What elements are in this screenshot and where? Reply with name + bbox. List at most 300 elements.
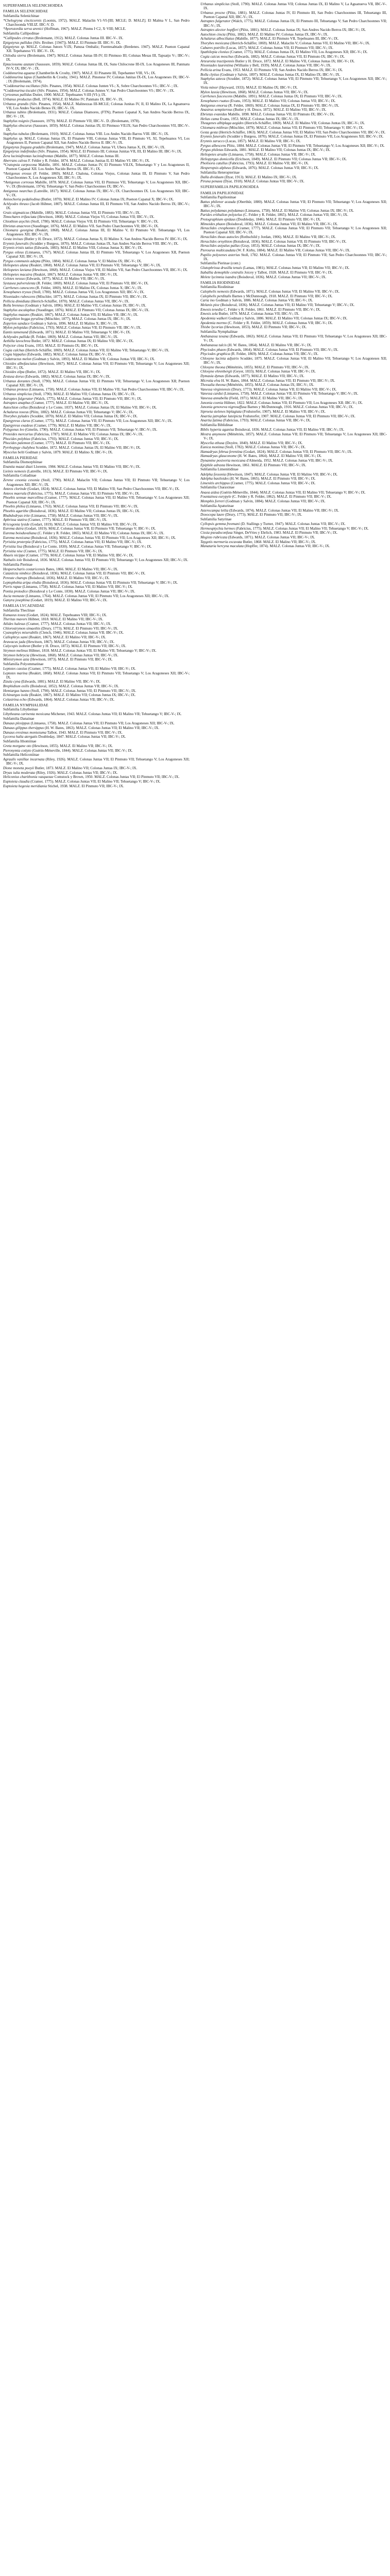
species-entry [200, 454, 387, 458]
species-record: (Godart, 1819). MALZ. El Malino VII; IBC-V-; IX. [29, 598, 108, 603]
species-name: Apodemia walkeri [200, 316, 228, 321]
species-name: Gesta gesta [200, 130, 218, 134]
species-entry [3, 540, 190, 544]
species-record: (Brolemann, 1947). MALZ. Colonas Juntas VI, Ubera Juntas X, IX, IBC-V-; IX. [45, 145, 165, 149]
species-name: Phocides palemon [3, 441, 30, 446]
species-entry [3, 268, 190, 272]
species-record: (Herrich-Schäffer, 1869). MALZ. Malaclin V; Colonas Juntas VII, El Malino VII; IBC-V-; IX. [229, 41, 370, 46]
subfamily-heading: Subfamilia Nymphalinae [200, 330, 238, 334]
species-entry [3, 295, 190, 299]
two-column-layout [3, 2, 387, 2576]
species-entry [3, 731, 190, 735]
species-record: H. W. Bates, 1864. MALZ. Colonas Juntas VII; El Pinmuto VII; IBC-V-; IX. [220, 378, 335, 383]
species-name: Astraptes fulgerator [200, 19, 231, 24]
species-name: Aphrissa statira [3, 518, 27, 522]
species-entry [200, 499, 387, 503]
species-record: (Edwards, 1876). MALZ. Colonas Juntas VII; IBC-V-; IX. [231, 165, 319, 170]
species-name: Pellicia dimidiata [3, 299, 30, 303]
species-entry [200, 244, 387, 248]
species-record: (Linnaeus, 1767). MALZ. Colonas Juntas III, El Pinmuto VII, Tehuetango V, Los Aragoneses XII, Puenon Capanal XII; IBC-V-; IX. [6, 250, 190, 259]
species-entry [3, 549, 190, 553]
species-name: Polyctor cleta [3, 344, 24, 348]
species-record: (Guérin-Méneville, 1844). MALZ. Colonas Juntas VII; IBC-V-; IX. [31, 748, 133, 753]
species-record: F. Felder y R. Felder, 1874. MALZ. Colonas Junitas II, El Malino VI. IBC-V-; IX. [27, 158, 150, 163]
species-name: Spathilepia clonius [200, 50, 229, 55]
species-record: (Herrich-Schäffer, 1869). MALZ. El Malino VII; Colonas Juntas IX; IBC-V-; IX. [243, 121, 365, 126]
species-record: Talbot, 1943. MALZ. El Pinmuto VII; IBC-V-; IX. [46, 730, 123, 735]
species-entry [200, 472, 387, 477]
species-entry [3, 469, 190, 473]
species-entry [200, 130, 387, 134]
species-record: (Drury, 1773). MALZ. El Pinmuto VII; IBC-V-; IX. [40, 626, 118, 631]
species-name: Greta morgane oto [3, 743, 31, 748]
species-entry [200, 68, 387, 72]
species-record: Comstock y Brown, 1950. MALZ. Colonas Juntas VII; El Pinmuto VII; IBC-V-; IX. [53, 775, 180, 779]
species-record: (Field, 1971). MALZ. El Malino VII; IBC-V-; IX. [228, 396, 303, 401]
species-name: Phocides polybius [3, 436, 30, 441]
species-record: (Linnaeus, 1764). MALZ. Colonas Juntas VII; El Pinmuto VII; Los Aragoneses XII; IBC-V-; IX. [24, 594, 169, 598]
species-entry [3, 419, 190, 423]
species-entry [3, 518, 190, 522]
species-entry [3, 348, 190, 352]
species-record: (Edwards, 1882). MALZ. Colonas Juntas IX; IBC-V-; IX. [24, 375, 111, 379]
species-entry [200, 179, 387, 183]
section-heading: FAMILIA RIODINIDAE [200, 280, 240, 285]
species-entry [200, 248, 387, 252]
species-record: (Dyar, 1918). MALZ. Colonas Juntas VII; IBC-V-; IX. [222, 179, 304, 184]
species-name: Heliopetes laviana [3, 267, 31, 272]
species-name: Epargyreus clarus [3, 419, 30, 423]
species-name: Autochton cincta [200, 32, 226, 37]
species-record: (Reakirt, 1867). MALZ. El Malino VII; Colonas Juntas IX; IBC-V-; IX. [28, 693, 136, 698]
species-entry [200, 459, 387, 463]
species-name: Bolla brennus [3, 303, 24, 308]
species-entry [3, 558, 190, 562]
species-name: Thorybes mexicana [200, 41, 230, 46]
species-name: Pteronymia cottyto [3, 748, 31, 753]
species-name: Urbanus simplicius [200, 2, 230, 6]
species-entry [3, 237, 190, 241]
species-entry [3, 726, 190, 730]
species-entry [3, 219, 190, 224]
species-name: Viola minor [200, 86, 218, 90]
species-entry [3, 317, 190, 321]
species-record: (D. Stallings y Turner, 1947). MALZ. Colonas Juntas VII; IBC-V-; IX. [240, 521, 346, 526]
species-name: Chiomara mithrax [200, 126, 228, 130]
species-entry [200, 531, 387, 535]
species-name: Dione moneta poeyii [3, 766, 34, 770]
species-record: (Plötz, 1884). MALZ. Colonas Juntas V; El Malino IX; IBC-V-; IX. [40, 259, 142, 263]
species-name: Leptotes cassius [3, 667, 27, 671]
species-entry [200, 450, 387, 454]
species-name: Staphylus nsignis [3, 118, 29, 123]
species-name: Eurema mexicana [3, 535, 30, 540]
species-entry [3, 527, 190, 531]
species-entry [3, 352, 190, 357]
species-name: Abaeis nicippe [3, 553, 25, 558]
species-record: (Linnaeus, 1758). MALZ. Colonas Juntas VII; IBC-V-; IX. [30, 513, 118, 518]
species-record: (Linnaeus, 1758). MALZ. Colonas Juntas VII; El Malino VII; San Pedro Charchoonnes VII; IBC-V-; IX. [28, 387, 185, 392]
species-entry [200, 19, 387, 27]
species-entry [3, 757, 190, 766]
species-entry [3, 423, 190, 428]
species-name: Erynnis funeralis [3, 241, 29, 246]
species-name: Achlyodes thraso [3, 201, 29, 206]
subfamily-heading: Subfamilia Apaturinae [200, 503, 234, 508]
subfamily-heading: Subfamilia Pierinae [3, 562, 32, 567]
species-entry [3, 771, 190, 775]
species-entry [3, 224, 190, 228]
species-name: Pyrisitia nise [3, 549, 23, 553]
species-record: (Silv. Brolner. [1947]). MALZ. El Pinmute III. IBC-V-. IX. [32, 40, 121, 45]
species-name: Epargyreus exadeus [3, 423, 33, 428]
species-name: Adelpha fessonia [200, 472, 226, 477]
species-name: Urbanus simplicius [3, 392, 32, 397]
species-record: (Cramer, 1775). MALZ. Colonas Juntas VII; El Pinmuto VII; Los Aragoneses XII; IBC-V-; IX. [30, 419, 173, 423]
species-record: (Staudinger, 1876). MALZ. El Malino VII. San Pedro Charchoonnes VII; IBC-V-; IX. [30, 224, 159, 228]
species-record: (Chamberlin & Crosby, 1941). MALZ. Pinonese IV; Colonas Junitas IX-IX, Los Aragoneses IX; IBC-V- ; IX (Brolemann, 1974). [6, 75, 190, 84]
species-record: (Hewitson, 1868). MALZ. Colonas Juntas VII; IBC-V-; IX. [29, 653, 118, 657]
species-name: Eurema boisduvaliana [3, 531, 37, 536]
species-record: (Edwards, 1871). MALZ. Colonas Juntas VII; IBC-V-; IX. [227, 535, 315, 539]
species-name: Rhabdodryas trite [3, 513, 30, 518]
species-name: Itaballia demophile centralis [200, 270, 244, 275]
species-entry [200, 32, 387, 37]
species-record: Joicey y Talbot, 1928. MALZ. El Pinmuto VII; IBC-V-; IX. [243, 270, 333, 275]
species-name: Calephelis nemesis [200, 290, 229, 294]
species-name: Carrhenes canescens [3, 285, 35, 290]
species-name: *Coddonurina tiscalei [3, 88, 37, 93]
species-record: (Plötz, 1882). MALZ. El Malino IV; Colonas Juntas IX, IBC-V-; IX. [225, 32, 329, 37]
species-record: (Stoll, 1790). MALZ. Colonas Juntas VII; El Pinmuto VII; Tehuetango V; Los Aragoneses XII; Puenon Capanal XII; IBC-V-; IX. [6, 379, 190, 387]
species-name: Thisbe lycorias [200, 325, 224, 330]
species-entry [3, 514, 190, 518]
species-name: Mylon lassia [200, 90, 219, 94]
species-name: Microtia elva [200, 378, 221, 383]
species-name: Zera luciniafrontas luciniafrontas [3, 154, 54, 159]
species-entry [3, 626, 190, 631]
species-entry [3, 779, 190, 784]
species-name: Erynnis tristis tatius [3, 246, 33, 250]
species-entry [200, 463, 387, 467]
species-name: Chiothion asychis [3, 219, 30, 224]
subfamily-heading: Subfamilia Polyommatinae [3, 662, 44, 666]
species-entry [3, 321, 190, 326]
species-entry [3, 487, 190, 491]
species-name: Hermeuptychia hermes [200, 526, 235, 531]
species-record: (Boisduval, 1852). MALZ. Colonas Juntas VII; IBC-V-; IX. [29, 684, 120, 689]
species-entry [200, 200, 387, 208]
species-name: Chlorostrymon simaethis [3, 626, 41, 631]
species-entry [3, 277, 190, 281]
species-name: Anthanassa texana [200, 334, 229, 339]
subfamily-heading: Subfamilia Heliconiinae [3, 753, 40, 757]
species-entry [3, 362, 190, 370]
species-record: (Fabricius, 1793). MALZ. Colonas Juntas VII; El Pinmuto VII; IBC-V-; IX. [28, 326, 142, 330]
species-name: Zopyrion sandace [3, 321, 30, 326]
species-record: Bates, 1866. MALZ. El Malino VII; IBC-V-; IX. [45, 567, 118, 571]
species-record: (Möschler, 1879). MALZ. Colonas Juntas VII; El Pinmuto VII; Tehuetango V; IBC-V-; IX. [228, 126, 364, 130]
species-name: Phoebis agarithe [3, 509, 29, 513]
species-name: Ascia monuste [3, 594, 25, 598]
species-entry [3, 428, 190, 432]
species-entry [3, 149, 190, 154]
species-record: (Cramer, 1779). MALZ. El Malino VII; IBC-V-; IX. [32, 423, 112, 428]
species-record: (Scudder y Burgess, 1870). MALZ. Colonas Juntas IX, San Andres Nacido Berros VIII. IBC-V-; IX. [28, 241, 179, 246]
species-name: Hesperopsis alpheus [200, 165, 231, 170]
species-entry [200, 495, 387, 499]
species-name: Epigotyras sp. [3, 45, 25, 49]
section-heading: FAMILIA NYMPHALIDAE [3, 703, 48, 708]
species-entry [200, 392, 387, 396]
species-entry [200, 509, 387, 513]
species-name: Dynamine postverta mexicana [200, 459, 246, 463]
species-name: Leptophobia aripa elodia [3, 580, 41, 585]
species-name: Pyrgus albescens [200, 143, 226, 148]
species-record: (Edwards, 1863). MALZ. Colonas Juntas VII; El Pinmuto VII; Tehuetango V; Los Aragoneses XII; IBC-V-; IX. [204, 334, 387, 343]
species-name: Ganyra josephina [3, 598, 30, 603]
species-entry [3, 617, 190, 621]
species-name: Calephelis perditalis [200, 294, 231, 298]
species-entry [200, 428, 387, 432]
species-record: (C. Felder y R. Felder, 1865). MALZ. Colonas Juntas VII; IBC-V-; IX. [242, 213, 348, 217]
species-name: Autochton cellus [3, 405, 28, 410]
species-entry [200, 410, 387, 414]
species-name: Nisoniades rubescens [3, 294, 36, 299]
species-entry [200, 226, 387, 234]
species-name: Limenitis archippus [200, 481, 230, 485]
species-record: (Edwards, 1864). MALZ. Colonas Juntas VII; IBC-V-; IX. [26, 698, 115, 702]
species-entry [200, 266, 387, 270]
species-entry [3, 119, 190, 123]
species-entry [200, 148, 387, 152]
species-name: Pterourus multicaudata [200, 248, 236, 252]
species-entry [3, 250, 190, 259]
species-name: Lieinix nemesis [3, 469, 26, 473]
species-record: (Walch, 1775). MALZ. Colonas Juntas VII; El Pinmuto VII; IBC-V-; IX. [33, 396, 142, 401]
species-record: (Herrich-Schäffer, 1869). MALZ. Colonas Juntas VII; El Malino VII; Tehuetango V; IBC-V-; IX. [24, 348, 169, 352]
species-record: (H. W. Bates, 1864). MALZ. El Malino VII; IBC-V-; IX. [236, 454, 322, 459]
species-entry [3, 581, 190, 585]
species-record: (Boisduval y Le Conte, 1830). MALZ. Colonas Juntas VII; Tehuetango V; IBC-V-; IX. [22, 545, 152, 549]
subfamily-heading: Subfamilia Papilioninae [200, 195, 236, 199]
species-record: (Cramer, 1775). MALZ. Colonas Juntas VII; El Malino VII; Tehuetango V; IBC-V-; IX. [29, 779, 161, 784]
species-name: Atlides halesus [3, 622, 26, 626]
species-record: (Plötz, 1881). MALZ. Colonas Juntas IV, El Pinmuto III, San Pedro Charchoonnes III, Tehuetango III, Puenon Capanal XII; IBC-V-; IX. [204, 10, 387, 19]
species-entry [3, 598, 190, 602]
species-record: (Fabricius, 1793). MALZ. Colonas Juntas VII; IBC-V-; IX. [30, 436, 119, 441]
species-record: (Stoll, 1790). MALZ. Malaclin VII; Colonas Juntas VII; El Pinmuto VII; Tehuetango V; Los Aragoneses XII; IBC-V-; IX. [6, 478, 190, 487]
species-entry [3, 137, 190, 145]
species-name: Achalarus albociliatus [200, 37, 234, 41]
species-record: (Guérin-Méneville, 1844). MALZ. Colonas Juntas VII; El Malino VII; Tehuetango V; IBC-V-; IX. [219, 490, 366, 495]
species-name: Phyciodes graphica [200, 352, 230, 357]
species-record: (Plötz, 1882). MALZ. Colonas Juntas VII; Tehuetango V; IBC-V-; IX. [28, 410, 134, 414]
species-entry [200, 209, 387, 213]
species-name: Mylon pelopidas [3, 326, 28, 330]
species-record: (Herrich-Schäffer, 1863). MALZ. Colonas Juntas VII; El Malino VII; San Pedro Charchoonnes VII; IBC-V-; IX. [217, 130, 386, 134]
species-name: Doxocopa laure [200, 513, 225, 517]
species-name: Systasea pulverulenta [3, 281, 36, 285]
section-heading: FAMILIA PAPILIONIDAE [200, 190, 244, 195]
species-record: Stoll, 1782. MALZ. Colonas Juntas VII; El Pinmuto VII; San Pedro Charchoonnes VII; IBC-V-; IX. [204, 252, 387, 261]
species-name: Polygonus leo [3, 428, 24, 432]
species-entry [3, 671, 190, 680]
species-name: Mestra amymone [200, 432, 227, 436]
species-record: (Lucas, 1857). MALZ. Colonas Juntas VII; El Pinmuto VII; IBC-V-; IX. [225, 45, 333, 50]
species-entry [200, 312, 387, 316]
species-entry [3, 281, 190, 285]
species-name: Anartia fatima [200, 418, 223, 423]
species-record: (Hayward, 1933). MALZ. El Malino IX; IBC-V-; IX. [218, 86, 298, 90]
species-record: Hübner, 1818. MALZ. El Malino VII; IBC-V-; IX. [27, 617, 104, 622]
species-name: Coddonurina aguana [3, 71, 35, 75]
species-entry [3, 437, 190, 441]
species-record: (W. F. Kirby, 1884). MALZ. El Malino VII; Colonas Juntas VII; IBC-V-; IX. [235, 248, 350, 252]
species-name: Zizula cyna [3, 680, 21, 684]
species-entry [200, 11, 387, 19]
species-entry [200, 414, 387, 418]
species-entry [200, 308, 387, 312]
species-record: (Rothschild y Jordan, 1906). MALZ. El Malino VII; IBC-V-; IX. [239, 235, 336, 240]
species-entry [200, 294, 387, 298]
species-entry [3, 735, 190, 739]
species-entry [3, 653, 190, 657]
species-entry [3, 744, 190, 748]
species-name: Heliopyrgus domicella [200, 157, 234, 161]
species-name: Anteos clorinde [3, 487, 27, 492]
species-name: Agraulis vanillae incarnata [3, 757, 45, 762]
species-entry [200, 152, 387, 157]
species-name: Eumaeus toxea [3, 613, 26, 617]
species-record: (Möschler, 1877). MALZ. Colonas Juntas IX; IBC-V-; IX. [43, 317, 131, 321]
species-name: Epigotyras pallidus [3, 40, 32, 45]
species-record: (Hewitson, 1867). MALZ. Colonas Juntas VII; El Pinmuto VII; Tehuetango V; Los Aragoneses XII; IBC-V-; IX. [6, 361, 190, 370]
species-entry [200, 121, 387, 125]
species-record: Hewitson, 1861. MALZ. El Pinmuto VII; IBC-V-; IX. [225, 463, 307, 467]
species-name: Chlosyne ehrenbergii [200, 369, 232, 374]
species-record: (Mabille, 1877). MALZ. El Pinmuto VII, Tepehuanes III, IBC-V-; IX. [234, 37, 339, 41]
species-record: (Fruhstorfer, 1907). MALZ. El Malino VII; IBC-V-; IX. [242, 410, 326, 414]
subfamily-heading: Subfamilia Dismorphiinae [3, 460, 43, 464]
species-record: Mabille, 1891. MALZ. Colonas Juntas IV, El Pinmuto VII.IX, Tehuetango V y Los Aragoneses II, Puenon Capanal XII. Los Andes Nacido Berros IX. IBC-V-; IX. [6, 163, 190, 172]
species-name: Piruna penaea [200, 179, 223, 184]
species-record: (Edwards, 1883). MALZ. El Malino VIII, Colonas Juntas X; IBC-V-; IX. [33, 246, 143, 250]
species-entry [200, 28, 387, 32]
species-entry [3, 667, 190, 671]
species-name: Chlosyne lacinia adjutrix [200, 356, 239, 361]
species-entry [3, 509, 190, 513]
species-name: Celastrina echo [3, 698, 27, 702]
species-record: Singer, DeVries y Ehrlich, 1983. MALZ. El Pinmuto VII; IBC-V-; IX. [232, 531, 338, 535]
species-entry [3, 545, 190, 549]
species-record: Hübner, 1822. MALZ. Colonas Juntas VII; El Pinmuto VII; Los Aragoneses XII; IBC-V-; IX. [223, 400, 363, 405]
species-record: Godman y Salvin, 1886. MALZ. El Malino VII; Colonas Juntas IX; IBC-V-; IX. [227, 316, 348, 321]
species-entry [3, 370, 190, 374]
species-name: Antigonus nearchus [3, 189, 33, 193]
species-record: (Boisduval, 1836). MALZ. Colonas Juntas VII; El Malino VII; IBC-V-; IX. [225, 222, 338, 226]
species-record: (Cramer, 1775). MALZ. Colonas Juntas VII; El Malino VII; IBC-V-; IX. [27, 667, 136, 671]
species-record: (Geyer, 1833). MALZ. Colonas Juntas VII; IBC-V-; IX. [232, 369, 316, 374]
species-name: Urbanus grandis [3, 101, 29, 106]
section-heading: FAMILIA PIERIDAE [3, 455, 38, 460]
species-record: (Fabricius, 1793). MALZ. Colonas Juntas VII; IBC-V-; IX. [222, 418, 311, 423]
species-name: Leptotes marina [3, 671, 28, 675]
species-name: Vanessa annabella [200, 396, 228, 401]
species-entry [200, 432, 387, 440]
subfamily-heading: Subfamilia Coliadinae [3, 473, 37, 478]
species-name: Danaus eresimus montezuma [3, 730, 46, 735]
species-record: (Edwards, 1874). MALZ. Colonas Juntas VII; El Malino VII; IBC-V-; IX. [228, 508, 340, 513]
species-record: (H. W. Bates, 1864). MALZ. El Malino VII; IBC-V-; IX. [226, 343, 312, 347]
section-heading: FAMILIA LYCAENIDAE [3, 603, 45, 608]
species-record: (R. Felder, 1869). MALZ. Colonas Juntas VII; IBC-V-; IX. [29, 334, 118, 339]
species-record: (Brolemann, 1910). MALZ. Colonas Juntas VIII. Los Andes Nacido Barros VIII. IBC-V-; IX. [29, 132, 169, 137]
species-record: (Saussure, 1859). MALZ. Colonas Junitas IX; El Pinmuso VII.IX; San Pedro Charchoonnes VII, IBC-V-. IX. [6, 123, 190, 132]
species-record: (Brolemann, 1947). MALZ. Colonas Juntas III-IV; El Pinmuso III; Colunas Mesas III, Tapuatjo V-; IBC-V-; IX. [6, 54, 190, 62]
species-name: Strymon bebrycia [3, 653, 29, 657]
species-name: Achalarus toxeus [3, 410, 29, 414]
species-name: Danaus gilippus thersippus [3, 725, 44, 730]
species-record: (C. Felder y R. Felder, 1862). MALZ. El Pinmuto VII; IBC-V-; IX. [231, 495, 332, 499]
species-record: (R. Felder, 1869). MALZ. Colonas Juntas VII; IBC-V-; IX. [230, 352, 319, 357]
species-name: Caria ino [200, 298, 215, 303]
species-name: Astraptes fulgerator [3, 396, 33, 401]
species-name: Helias cama [200, 116, 219, 121]
subfamily-heading: Subfamilia Libytheinae [3, 707, 38, 712]
species-entry [200, 490, 387, 495]
species-record: (Butler, 1872). MALZ. El Malino VII, IBC-V-; IX. [24, 370, 101, 375]
species-name: Euptoieta claudia [3, 779, 30, 784]
species-name: Pyrisitia proterpia [3, 540, 31, 545]
species-record: (Silv. Pinanes, 1954). MALZ. El Pinmuto III; Colonas Junitas VII, III, El Malino III; IBC-V-; IX. [37, 149, 182, 154]
species-record: (Mabille, 1877). MALZ. Colonas Juntas III. [53, 154, 120, 159]
species-record: (Boisduval, 1836). MALZ. El Malino VII; Colonas Juntas IX; IBC-V-; IX. [28, 509, 140, 513]
species-name: Brephidium exilis [3, 684, 29, 689]
species-entry [200, 2, 387, 10]
species-record: (R. Felder, 1869). MALZ. Colonas Juntas VII; El Pinmuto VII; IBC-V-; IX. [35, 281, 149, 285]
species-name: Epiphile adrasta [200, 463, 226, 467]
species-name: Phoebis sennae marcellina [3, 496, 44, 500]
species-name: Anaea aidea [200, 490, 219, 495]
species-name: Aethilla lavochrea [3, 339, 31, 344]
species-entry [3, 446, 190, 450]
species-entry [200, 217, 387, 222]
species-record: (Edwards, 1877). MALZ. El Malino VII; IBC-V-; IX. [25, 277, 106, 281]
species-name: Chioides zilpa [3, 370, 25, 375]
species-name: Glutophrissa drusilla tenuis [200, 266, 242, 270]
species-entry [3, 159, 190, 163]
species-record: (Riley, 1926). MALZ. Colonas Juntas VII; IBC-V-; IX. [35, 770, 118, 775]
species-record: Godman y Salvin, 1879. MALZ. El Malino X; IBC-V-; IX. [24, 450, 113, 454]
species-name: Urbanus productus [3, 97, 32, 101]
species-record: Butler, 1870. MALZ. Colonas Juntas VII; IBC-V-; IX. [217, 312, 299, 316]
species-record: (Stoll, 1780). MALZ. Colonas Juntas VII, Los Aragoneses XII; IBC-V-; IX. [31, 290, 145, 295]
species-record: (Erichson, 1849). MALZ. El Pinmuto VII; Colonas Juntas VII; IBC-V-; IX. [234, 157, 347, 161]
species-entry [200, 213, 387, 217]
species-entry [3, 339, 190, 343]
species-record: (Butler y H. Druce, 1872). MALZ. El Pinmuto VII; IBC-V-; IX. [30, 644, 126, 649]
species-name: Urbanus dorantes [3, 379, 30, 383]
species-record: (Scudder, 1872). MALZ. Colonas Juntas VII; El Pinmuto VII; Tehuetango V, Los Aragoneses XII; IBC-V-; IX. [204, 77, 387, 86]
species-name: Theritas mavors [3, 617, 27, 622]
species-record: Butler y H. Druce, 1872. MALZ. El Malino VII, Colonas Juntas IX; IBC-V-; IX. [234, 59, 355, 63]
species-entry [3, 571, 190, 575]
species-record: (Brolemann, 1931). MALZ. Colanas Diamores, (FTN); Puenon Capanal X, San Andres Nacido Berros IX, IBC-V- ; IX. [6, 110, 190, 119]
species-entry [3, 401, 190, 405]
species-entry [200, 275, 387, 279]
species-record: (Hewitson, 1855). MALZ. El Malino VII; IBC-V-; IX. [31, 743, 113, 748]
